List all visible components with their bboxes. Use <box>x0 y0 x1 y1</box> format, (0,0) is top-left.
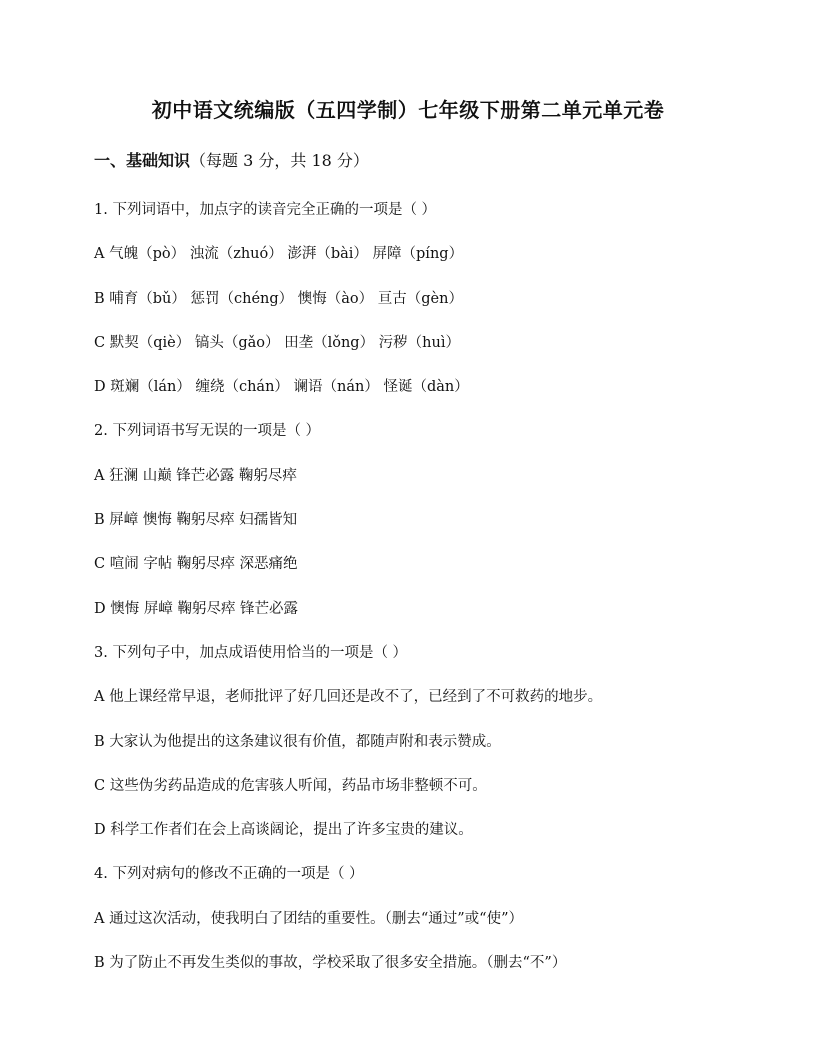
question-2-option-c: C 喧闹 字帖 鞠躬尽瘁 深恶痛绝 <box>94 556 298 573</box>
question-1-option-c: C 默契（qiè） 镐头（gǎo） 田垄（lǒng） 污秽（huì） <box>94 334 460 351</box>
question-3-option-d: D 科学工作者们在会上高谈阔论，提出了许多宝贵的建议。 <box>94 822 473 839</box>
question-3-option-c: C 这些伪劣药品造成的危害骇人听闻，药品市场非整顿不可。 <box>94 777 487 794</box>
question-2-option-b: B 屏嶂 懊悔 鞠躬尽瘁 妇孺皆知 <box>94 512 298 529</box>
question-4-option-a: A 通过这次活动，使我明白了团结的重要性。（删去“通过”或“使”） <box>94 910 523 927</box>
document-title: 初中语文统编版（五四学制）七年级下册第二单元单元卷 <box>151 98 665 122</box>
question-1-option-b: B 哺育（bǔ） 惩罚（chéng） 懊悔（ào） 亘古（gèn） <box>94 290 463 307</box>
question-2-option-d: D 懊悔 屏嶂 鞠躬尽瘁 锋芒必露 <box>94 600 299 617</box>
question-3-option-b: B 大家认为他提出的这条建议很有价值，都随声附和表示赞成。 <box>94 733 501 750</box>
question-4-option-b: B 为了防止不再发生类似的事故，学校采取了很多安全措施。（删去“不”） <box>94 955 567 972</box>
question-2-stem: 2. 下列词语书写无误的一项是（ ） <box>94 423 321 440</box>
section-heading <box>94 149 369 173</box>
question-1-option-d: D 斑斓（lán） 缠绕（chán） 谰语（nán） 怪诞（dàn） <box>94 379 469 396</box>
section-heading-label: 一、基础知识 <box>94 151 191 170</box>
question-3-option-a: A 他上课经常早退，老师批评了好几回还是改不了，已经到了不可救药的地步。 <box>94 689 603 706</box>
question-1-option-a: A 气魄（pò） 浊流（zhuó） 澎湃（bài） 屏障（píng） <box>94 246 464 263</box>
section-heading-note: （每题 3 分，共 18 分） <box>190 151 369 170</box>
question-list <box>94 198 734 995</box>
question-4-stem: 4. 下列对病句的修改不正确的一项是（ ） <box>94 866 364 883</box>
question-3-stem: 3. 下列句子中，加点成语使用恰当的一项是（ ） <box>94 644 408 661</box>
question-2-option-a: A 狂澜 山巅 锋芒必露 鞠躬尽瘁 <box>94 467 297 484</box>
question-1-stem: 1. 下列词语中，加点字的读音完全正确的一项是（ ） <box>94 202 437 218</box>
